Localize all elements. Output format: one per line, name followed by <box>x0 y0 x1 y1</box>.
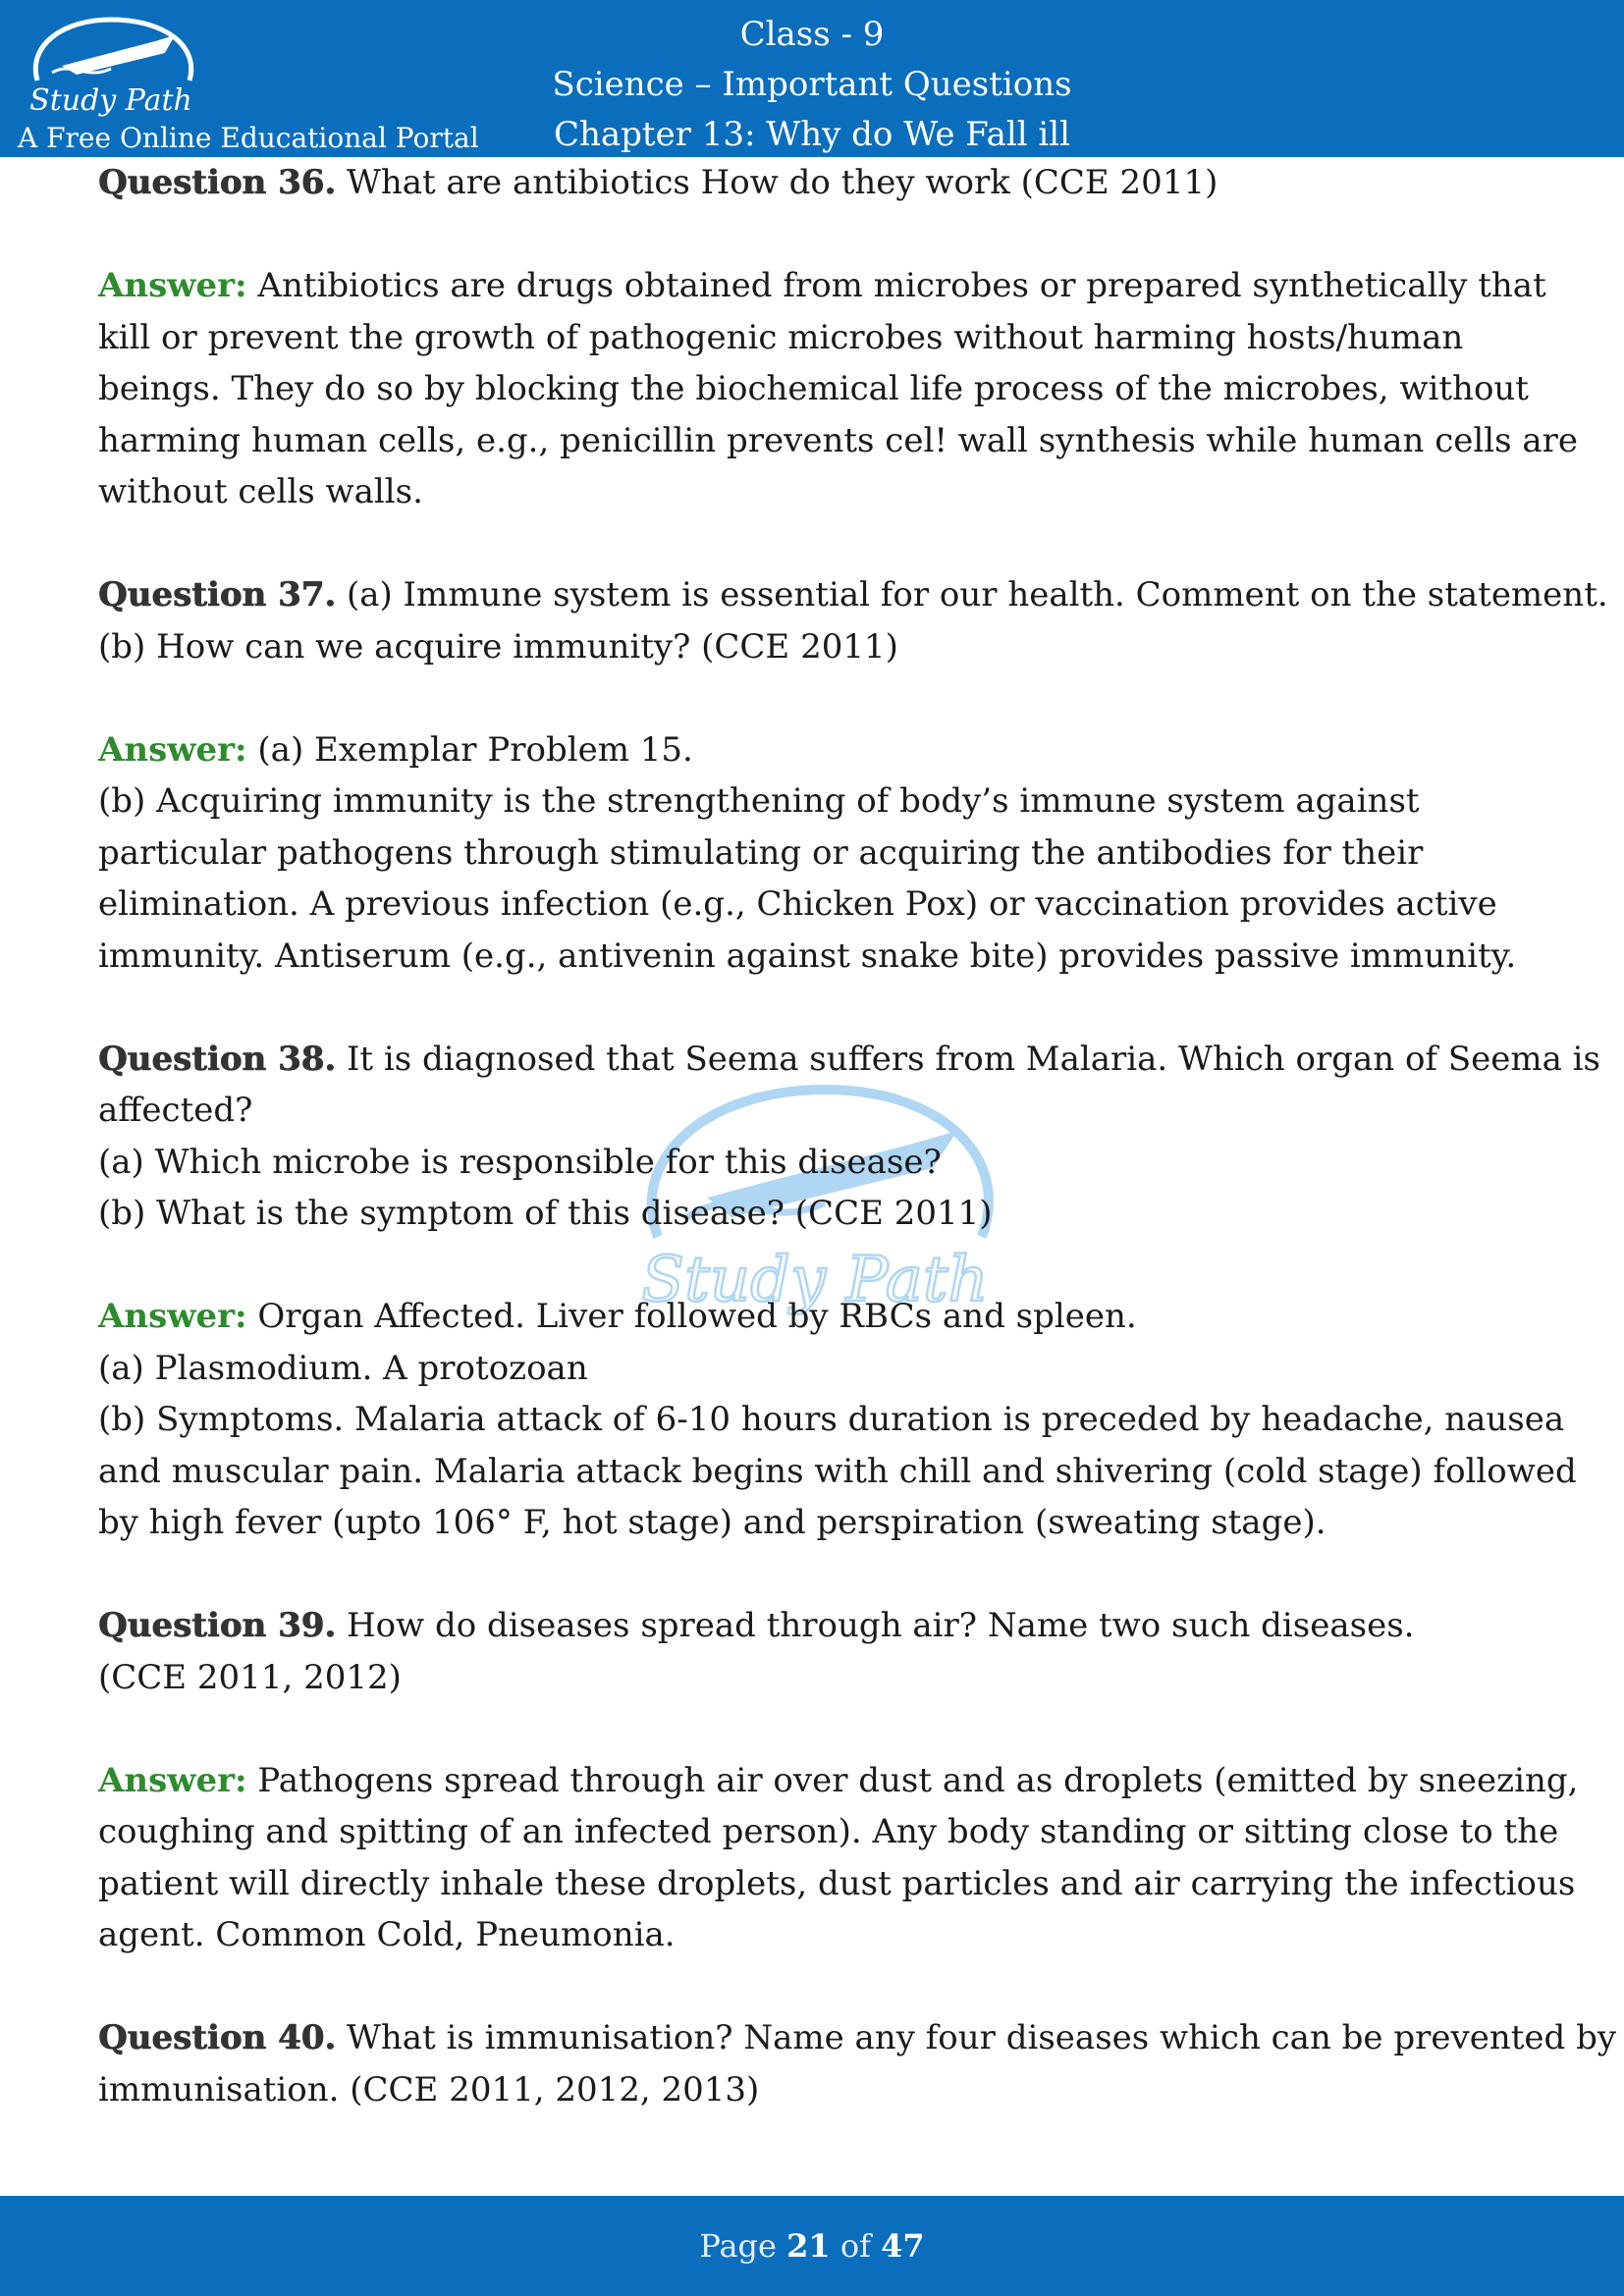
question-text: (CCE 2011, 2012) <box>98 1657 402 1697</box>
question-text: (b) How can we acquire immunity? (CCE 2011) <box>98 626 898 667</box>
answer-39 <box>98 1755 1579 1961</box>
question-39 <box>98 1600 1542 1703</box>
question-40 <box>98 2012 1617 2115</box>
answer-text: (b) Symptoms. Malaria attack of 6-10 hours duration is preceded by headache, nausea <box>98 1400 1565 1439</box>
question-text: (a) Which microbe is responsible for this disease? <box>98 1142 942 1182</box>
answer-text: (a) Plasmodium. A protozoan <box>98 1348 588 1388</box>
page-header <box>0 0 1624 157</box>
question-label: Question 37. <box>98 575 337 614</box>
answer-text: Pathogens spread through air over dust and as droplets (emitted by sneezing, <box>257 1760 1579 1800</box>
current-page-number: 21 <box>786 2227 831 2265</box>
answer-text: immunity. Antiserum (e.g., antivenin against snake bite) provides passive immunity. <box>98 935 1517 976</box>
answer-text: Antibiotics are drugs obtained from microbes or prepared synthetically that <box>257 266 1546 305</box>
answer-text: Organ Affected. Liver followed by RBCs and spleen. <box>257 1297 1137 1336</box>
header-title <box>491 10 1133 160</box>
answer-text: agent. Common Cold, Pneumonia. <box>98 1915 676 1954</box>
class-line: Class - 9 <box>739 15 885 54</box>
answer-text: patient will directly inhale these droplets, dust particles and air carrying the infectious <box>98 1863 1576 1903</box>
answer-label: Answer: <box>98 1297 247 1336</box>
answer-text: and muscular pain. Malaria attack begins with chill and shivering (cold stage) followed <box>98 1451 1577 1491</box>
question-text: It is diagnosed that Seema suffers from Malaria. Which organ of Seema is <box>346 1039 1600 1079</box>
answer-text: beings. They do so by blocking the biochemical life process of the microbes, without <box>98 369 1529 408</box>
answer-text: by high fever (upto 106° F, hot stage) and perspiration (sweating stage). <box>98 1503 1326 1542</box>
answer-text: particular pathogens through stimulating or acquiring the antibodies for their <box>98 832 1424 873</box>
question-text: (b) What is the symptom of this disease? (CCE 2011) <box>98 1194 993 1233</box>
question-text: What is immunisation? Name any four diseases which can be prevented by <box>346 2018 1617 2057</box>
question-38 <box>98 1034 1600 1240</box>
question-37 <box>98 569 1608 672</box>
study-path-logo <box>18 12 204 125</box>
questions-content <box>98 157 1617 2167</box>
watermark-text: Study Path <box>641 1244 989 1316</box>
question-text: What are antibiotics How do they work (CCE 2011) <box>346 163 1218 202</box>
answer-text: elimination. A previous infection (e.g., Chicken Pox) or vaccination provides active <box>98 884 1497 924</box>
question-label: Question 40. <box>98 2018 337 2057</box>
answer-38 <box>98 1291 1577 1549</box>
question-text: affected? <box>98 1091 253 1130</box>
answer-text: coughing and spitting of an infected person). Any body standing or sitting close to the <box>98 1812 1559 1851</box>
question-text: (a) Immune system is essential for our health. Comment on the statement. <box>346 575 1608 614</box>
question-text: How do diseases spread through air? Name two such diseases. <box>346 1606 1415 1645</box>
answer-37 <box>98 724 1542 983</box>
subject-line: Science – Important Questions <box>552 65 1072 104</box>
question-36 <box>98 157 1542 209</box>
portal-tagline: A Free Online Educational Portal <box>18 122 479 154</box>
question-label: Question 36. <box>98 163 337 202</box>
question-text: immunisation. (CCE 2011, 2012, 2013) <box>98 2069 760 2109</box>
question-label: Question 38. <box>98 1039 337 1079</box>
answer-text: (b) Acquiring immunity is the strengthening of body’s immune system against <box>98 781 1420 821</box>
chapter-line: Chapter 13: Why do We Fall ill <box>553 115 1071 154</box>
page-footer <box>0 2196 1624 2296</box>
of-word: of <box>839 2227 871 2265</box>
answer-text: without cells walls. <box>98 472 423 511</box>
page-word: Page <box>699 2227 777 2265</box>
answer-label: Answer: <box>98 1760 247 1800</box>
answer-36 <box>98 260 1579 518</box>
answer-label: Answer: <box>98 729 247 770</box>
question-label: Question 39. <box>98 1606 337 1645</box>
answer-text: (a) Exemplar Problem 15. <box>257 729 693 770</box>
answer-label: Answer: <box>98 266 247 305</box>
total-pages-number: 47 <box>881 2227 925 2265</box>
logo-text: Study Path <box>29 83 192 118</box>
answer-text: kill or prevent the growth of pathogenic microbes without harming hosts/human <box>98 317 1464 357</box>
answer-text: harming human cells, e.g., penicillin prevents cel! wall synthesis while human cells are <box>98 420 1579 460</box>
